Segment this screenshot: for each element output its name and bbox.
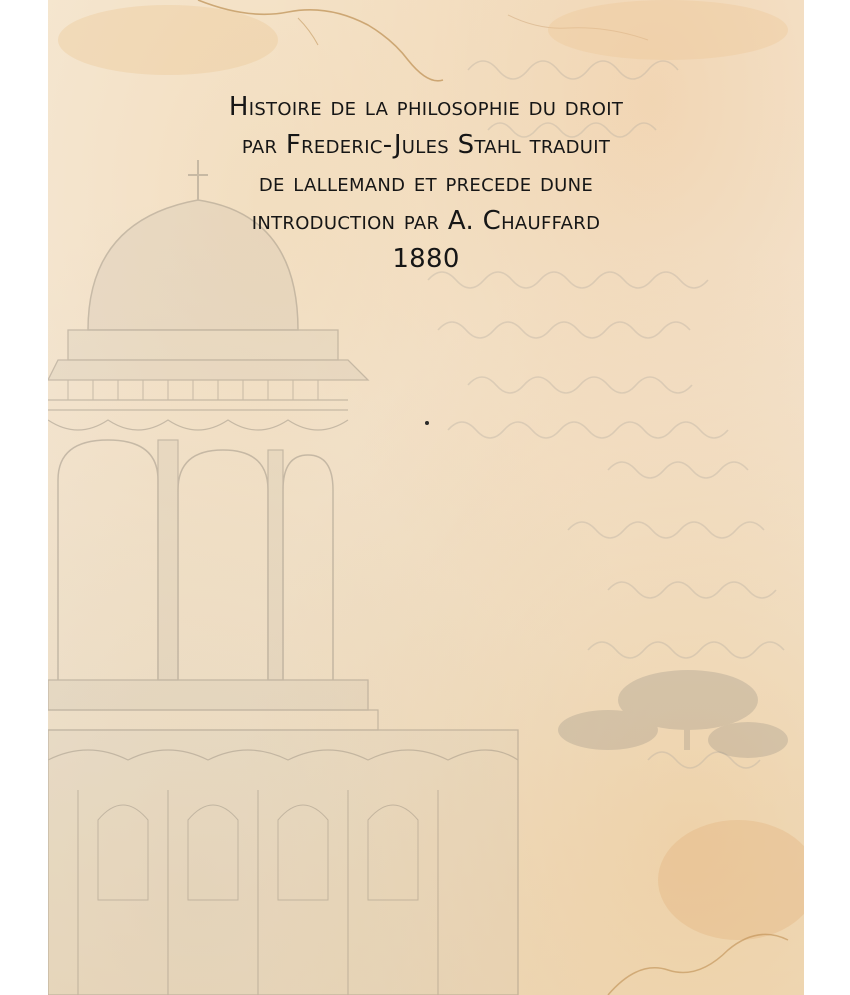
landscape-illustration — [558, 670, 788, 758]
temple-illustration — [48, 160, 518, 995]
title-line-2: par Frederic-Jules Stahl traduit — [241, 130, 611, 160]
publication-year: 1880 — [392, 244, 460, 274]
title-line-4: introduction par A. Chauffard — [251, 206, 601, 236]
title-line-1: Histoire de la philosophie du droit — [228, 92, 624, 122]
book-cover — [48, 0, 804, 995]
decorative-dot — [425, 421, 429, 425]
title-line-3: de lallemand et precede dune — [258, 168, 594, 198]
book-title — [48, 88, 804, 278]
